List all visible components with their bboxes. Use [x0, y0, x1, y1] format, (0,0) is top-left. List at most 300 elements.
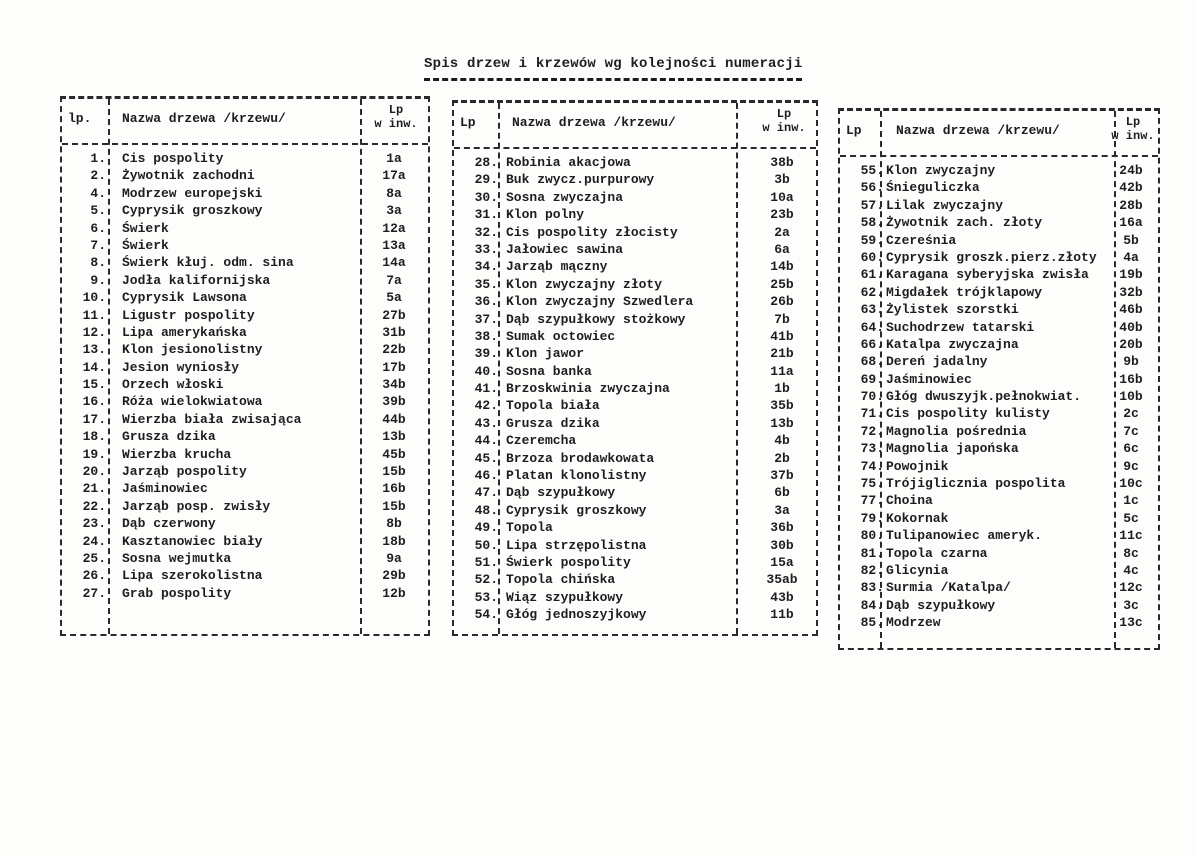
tree-name: Dereń jadalny	[886, 354, 988, 370]
header-name: Nazwa drzewa /krzewu/	[896, 123, 1060, 138]
table-body	[454, 155, 816, 625]
tree-name: Róża wielokwiatowa	[122, 394, 263, 410]
inventory-number: 7c	[1123, 423, 1139, 439]
inventory-number: 3a	[386, 203, 402, 219]
inventory-number: 8b	[386, 516, 402, 532]
inventory-number: 28b	[1119, 197, 1143, 213]
row-number: 42.	[474, 398, 498, 414]
inventory-number: 9c	[1123, 458, 1139, 474]
table-row	[62, 412, 428, 429]
tree-name: Klon jesionolistny	[122, 342, 263, 358]
inventory-number: 12c	[1119, 580, 1143, 596]
inventory-number: 5b	[1123, 232, 1139, 248]
row-number: 64.	[860, 319, 884, 335]
inventory-number: 12a	[382, 220, 406, 236]
header-inventory: Lp w inw.	[374, 103, 418, 131]
inventory-number: 5a	[386, 290, 402, 306]
inventory-number: 15b	[382, 498, 406, 514]
table-row	[454, 485, 816, 502]
tree-name: Jarząb mączny	[506, 259, 608, 275]
tree-name: Dąb szypułkowy	[886, 597, 996, 613]
table-row	[454, 225, 816, 242]
tree-name: Choina	[886, 493, 933, 509]
table-row	[454, 329, 816, 346]
inventory-number: 45b	[382, 446, 406, 462]
tree-name: Katalpa zwyczajna	[886, 336, 1019, 352]
tree-name: Suchodrzew tatarski	[886, 319, 1035, 335]
inventory-number: 3c	[1123, 597, 1139, 613]
inventory-number: 41b	[770, 328, 794, 344]
tree-name: Czeremcha	[506, 433, 577, 449]
table-body	[62, 151, 428, 603]
inventory-number: 35ab	[766, 572, 798, 588]
row-number: 38.	[474, 328, 498, 344]
table-row	[62, 499, 428, 516]
table-row	[454, 242, 816, 259]
inventory-number: 6c	[1123, 441, 1139, 457]
tree-name: Jałowiec sawina	[506, 241, 624, 257]
inventory-number: 4c	[1123, 562, 1139, 578]
tree-name: Robinia akacjowa	[506, 155, 631, 170]
row-number: 14.	[82, 359, 106, 375]
tree-name: Żywotnik zach. złoty	[886, 215, 1043, 231]
row-number: 73.	[860, 441, 884, 457]
table-row	[62, 325, 428, 342]
table-row	[62, 168, 428, 185]
row-number: 11.	[82, 307, 106, 323]
inventory-number: 25b	[770, 276, 794, 292]
row-number: 47.	[474, 485, 498, 501]
table-row	[840, 372, 1158, 389]
row-number: 37.	[474, 311, 498, 327]
tree-name: Jesion wyniosły	[122, 359, 240, 375]
row-number: 54.	[474, 607, 498, 623]
inventory-number: 11b	[770, 607, 794, 623]
row-number: 17.	[82, 411, 106, 427]
tree-name: Topola czarna	[886, 545, 988, 561]
tree-name: Klon zwyczajny	[886, 163, 996, 178]
table-row	[62, 238, 428, 255]
table-header	[840, 111, 1158, 157]
inventory-number: 36b	[770, 520, 794, 536]
inventory-number: 15a	[770, 554, 794, 570]
inventory-number: 18b	[382, 533, 406, 549]
inventory-number: 29b	[382, 568, 406, 584]
tree-name: Brzoskwinia zwyczajna	[506, 381, 670, 397]
row-number: 82.	[860, 562, 884, 578]
table-row	[62, 464, 428, 481]
table-row	[62, 290, 428, 307]
table-row	[454, 207, 816, 224]
inventory-number: 46b	[1119, 302, 1143, 318]
row-number: 32.	[474, 224, 498, 240]
table-row	[840, 354, 1158, 371]
table-row	[62, 481, 428, 498]
inventory-number: 19b	[1119, 267, 1143, 283]
tree-name: Lilak zwyczajny	[886, 197, 1004, 213]
row-number: 33.	[474, 241, 498, 257]
inventory-number: 30b	[770, 537, 794, 553]
table-row	[840, 528, 1158, 545]
table-header	[62, 99, 428, 145]
tree-table-1	[60, 96, 430, 636]
tree-name: Cyprysik Lawsona	[122, 290, 247, 306]
table-row	[840, 180, 1158, 197]
tree-name: Magnolia pośrednia	[886, 423, 1027, 439]
header-lp: Lp	[460, 115, 476, 130]
tree-name: Platan klonolistny	[506, 468, 647, 484]
row-number: 53.	[474, 589, 498, 605]
table-row	[454, 572, 816, 589]
tree-name: Topola biała	[506, 398, 600, 414]
row-number: 48.	[474, 502, 498, 518]
row-number: 80.	[860, 528, 884, 544]
table-row	[840, 198, 1158, 215]
inventory-number: 6a	[774, 241, 790, 257]
inventory-number: 13a	[382, 237, 406, 253]
inventory-number: 9a	[386, 550, 402, 566]
tree-name: Klon zwyczajny złoty	[506, 276, 663, 292]
row-number: 31.	[474, 207, 498, 223]
row-number: 49.	[474, 520, 498, 536]
tree-name: Topola	[506, 520, 553, 536]
tree-name: Jaśminowiec	[886, 371, 972, 387]
row-number: 55.	[860, 163, 884, 178]
table-row	[840, 320, 1158, 337]
inventory-number: 14b	[770, 259, 794, 275]
inventory-number: 10c	[1119, 476, 1143, 492]
row-number: 40.	[474, 363, 498, 379]
row-number: 7.	[90, 237, 106, 253]
tree-name: Glicynia	[886, 562, 949, 578]
tree-name: Jodła kalifornijska	[122, 272, 271, 288]
table-row	[840, 302, 1158, 319]
table-row	[840, 511, 1158, 528]
row-number: 22.	[82, 498, 106, 514]
tree-name: Surmia /Katalpa/	[886, 580, 1011, 596]
row-number: 70.	[860, 389, 884, 405]
inventory-number: 16a	[1119, 215, 1143, 231]
inventory-number: 17b	[382, 359, 406, 375]
table-row	[62, 447, 428, 464]
inventory-number: 13c	[1119, 615, 1143, 631]
row-number: 9.	[90, 272, 106, 288]
tree-name: Orzech włoski	[122, 377, 224, 393]
table-row	[840, 250, 1158, 267]
table-row	[62, 308, 428, 325]
inventory-number: 11c	[1119, 528, 1143, 544]
inventory-number: 16b	[382, 481, 406, 497]
tree-name: Jarząb pospolity	[122, 464, 247, 480]
inventory-number: 17a	[382, 168, 406, 184]
inventory-number: 42b	[1119, 180, 1143, 196]
row-number: 30.	[474, 189, 498, 205]
row-number: 16.	[82, 394, 106, 410]
table-row	[840, 493, 1158, 510]
table-row	[840, 459, 1158, 476]
inventory-number: 34b	[382, 377, 406, 393]
tree-name: Cyprysik groszk.pierz.złoty	[886, 249, 1097, 265]
tree-name: Jaśminowiec	[122, 481, 208, 497]
inventory-number: 4b	[774, 433, 790, 449]
inventory-number: 2a	[774, 224, 790, 240]
row-number: 27.	[82, 585, 106, 601]
row-number: 52.	[474, 572, 498, 588]
tree-name: Głóg jednoszyjkowy	[506, 607, 647, 623]
tree-table-2	[452, 100, 818, 636]
tree-name: Cis pospolity kulisty	[886, 406, 1050, 422]
tree-name: Czereśnia	[886, 232, 957, 248]
row-number: 71.	[860, 406, 884, 422]
row-number: 79.	[860, 510, 884, 526]
table-row	[454, 538, 816, 555]
tree-name: Magnolia japońska	[886, 441, 1019, 457]
tree-name: Jarząb posp. zwisły	[122, 498, 271, 514]
row-number: 18.	[82, 429, 106, 445]
inventory-number: 10b	[1119, 389, 1143, 405]
inventory-number: 4a	[1123, 249, 1139, 265]
inventory-number: 9b	[1123, 354, 1139, 370]
header-lp: Lp	[846, 123, 862, 138]
table-row	[454, 172, 816, 189]
inventory-number: 5c	[1123, 510, 1139, 526]
row-number: 15.	[82, 377, 106, 393]
table-row	[840, 598, 1158, 615]
header-name: Nazwa drzewa /krzewu/	[512, 115, 676, 130]
inventory-number: 37b	[770, 468, 794, 484]
tree-name: Świerk	[122, 220, 169, 236]
tree-name: Sosna wejmutka	[122, 550, 232, 566]
inventory-number: 6b	[774, 485, 790, 501]
tree-name: Klon jawor	[506, 346, 585, 362]
row-number: 4.	[90, 185, 106, 201]
row-number: 36.	[474, 294, 498, 310]
table-row	[454, 190, 816, 207]
table-row	[62, 360, 428, 377]
inventory-number: 1a	[386, 151, 402, 166]
table-row	[840, 337, 1158, 354]
tree-name: Migdałek trójklapowy	[886, 284, 1043, 300]
tree-name: Dąb szypułkowy	[506, 485, 616, 501]
tree-name: Klon polny	[506, 207, 585, 223]
row-number: 20.	[82, 464, 106, 480]
inventory-number: 40b	[1119, 319, 1143, 335]
tree-name: Kokornak	[886, 510, 949, 526]
row-number: 75.	[860, 476, 884, 492]
header-name: Nazwa drzewa /krzewu/	[122, 111, 286, 126]
table-row	[454, 294, 816, 311]
table-row	[454, 398, 816, 415]
inventory-number: 35b	[770, 398, 794, 414]
row-number: 68.	[860, 354, 884, 370]
row-number: 58.	[860, 215, 884, 231]
row-number: 19.	[82, 446, 106, 462]
tree-name: Żywotnik zachodni	[122, 168, 255, 184]
tree-name: Buk zwycz.purpurowy	[506, 172, 655, 188]
table-row	[454, 555, 816, 572]
table-row	[840, 615, 1158, 632]
tree-name: Śnieguliczka	[886, 180, 980, 196]
table-header	[454, 103, 816, 149]
row-number: 25.	[82, 550, 106, 566]
tree-name: Topola chińska	[506, 572, 616, 588]
inventory-number: 3b	[774, 172, 790, 188]
tree-name: Dąb szypułkowy stożkowy	[506, 311, 686, 327]
inventory-number: 1c	[1123, 493, 1139, 509]
tree-name: Klon zwyczajny Szwedlera	[506, 294, 694, 310]
inventory-number: 7b	[774, 311, 790, 327]
document-title: Spis drzew i krzewów wg kolejności numeracji	[424, 56, 802, 81]
tree-name: Świerk	[122, 237, 169, 253]
table-row	[840, 424, 1158, 441]
header-lp: lp.	[68, 111, 92, 126]
table-row	[840, 233, 1158, 250]
row-number: 2.	[90, 168, 106, 184]
tree-name: Wiąz szypułkowy	[506, 589, 624, 605]
inventory-number: 21b	[770, 346, 794, 362]
inventory-number: 12b	[382, 585, 406, 601]
table-row	[840, 580, 1158, 597]
row-number: 24.	[82, 533, 106, 549]
inventory-number: 39b	[382, 394, 406, 410]
table-row	[840, 563, 1158, 580]
row-number: 44.	[474, 433, 498, 449]
tree-name: Tulipanowiec ameryk.	[886, 528, 1043, 544]
row-number: 62.	[860, 284, 884, 300]
table-row	[454, 416, 816, 433]
row-number: 63.	[860, 302, 884, 318]
tree-name: Wierzba krucha	[122, 446, 232, 462]
inventory-number: 13b	[770, 415, 794, 431]
row-number: 26.	[82, 568, 106, 584]
inventory-number: 24b	[1119, 163, 1143, 178]
tree-name: Cyprysik groszkowy	[506, 502, 647, 518]
table-row	[840, 441, 1158, 458]
table-row	[454, 259, 816, 276]
table-row	[454, 503, 816, 520]
tree-name: Głóg dwuszyjk.pełnokwiat.	[886, 389, 1082, 405]
table-body	[840, 163, 1158, 633]
header-inventory: Lp w inw.	[762, 107, 806, 135]
row-number: 50.	[474, 537, 498, 553]
table-row	[454, 277, 816, 294]
tree-name: Modrzew	[886, 615, 941, 631]
table-row	[840, 406, 1158, 423]
row-number: 13.	[82, 342, 106, 358]
tree-name: Grusza dzika	[506, 415, 600, 431]
row-number: 60.	[860, 249, 884, 265]
table-row	[840, 546, 1158, 563]
table-row	[62, 221, 428, 238]
row-number: 84.	[860, 597, 884, 613]
inventory-number: 26b	[770, 294, 794, 310]
inventory-number: 20b	[1119, 336, 1143, 352]
inventory-number: 10a	[770, 189, 794, 205]
row-number: 1.	[90, 151, 106, 166]
tree-name: Żylistek szorstki	[886, 302, 1019, 318]
table-row	[840, 215, 1158, 232]
row-number: 57.	[860, 197, 884, 213]
row-number: 81.	[860, 545, 884, 561]
inventory-number: 3a	[774, 502, 790, 518]
tree-name: Trójiglicznia pospolita	[886, 476, 1066, 492]
inventory-number: 32b	[1119, 284, 1143, 300]
tree-name: Modrzew europejski	[122, 185, 263, 201]
tree-name: Sumak octowiec	[506, 328, 616, 344]
row-number: 29.	[474, 172, 498, 188]
row-number: 10.	[82, 290, 106, 306]
row-number: 8.	[90, 255, 106, 271]
table-row	[454, 520, 816, 537]
table-row	[62, 534, 428, 551]
row-number: 51.	[474, 554, 498, 570]
row-number: 12.	[82, 324, 106, 340]
tree-name: Grusza dzika	[122, 429, 216, 445]
table-row	[840, 285, 1158, 302]
inventory-number: 13b	[382, 429, 406, 445]
row-number: 41.	[474, 381, 498, 397]
row-number: 6.	[90, 220, 106, 236]
inventory-number: 22b	[382, 342, 406, 358]
tree-name: Brzoza brodawkowata	[506, 450, 655, 466]
inventory-number: 2c	[1123, 406, 1139, 422]
table-row	[62, 568, 428, 585]
row-number: 5.	[90, 203, 106, 219]
table-row	[62, 516, 428, 533]
table-row	[840, 163, 1158, 180]
table-row	[454, 381, 816, 398]
table-row	[62, 151, 428, 168]
inventory-number: 11a	[770, 363, 794, 379]
tree-name: Dąb czerwony	[122, 516, 216, 532]
row-number: 59.	[860, 232, 884, 248]
table-row	[62, 186, 428, 203]
header-inventory: Lp w inw.	[1111, 115, 1155, 143]
inventory-number: 16b	[1119, 371, 1143, 387]
inventory-number: 38b	[770, 155, 794, 170]
row-number: 56.	[860, 180, 884, 196]
row-number: 74.	[860, 458, 884, 474]
table-row	[840, 267, 1158, 284]
tree-name: Ligustr pospolity	[122, 307, 255, 323]
row-number: 77.	[860, 493, 884, 509]
table-row	[840, 476, 1158, 493]
tree-name: Grab pospolity	[122, 585, 232, 601]
row-number: 35.	[474, 276, 498, 292]
tree-name: Lipa amerykańska	[122, 324, 247, 340]
row-number: 72.	[860, 423, 884, 439]
row-number: 83.	[860, 580, 884, 596]
row-number: 43.	[474, 415, 498, 431]
table-row	[62, 377, 428, 394]
tree-name: Karagana syberyjska zwisła	[886, 267, 1089, 283]
table-row	[454, 590, 816, 607]
table-row	[62, 255, 428, 272]
row-number: 46.	[474, 468, 498, 484]
tree-name: Kasztanowiec biały	[122, 533, 263, 549]
table-row	[62, 394, 428, 411]
inventory-number: 7a	[386, 272, 402, 288]
row-number: 23.	[82, 516, 106, 532]
row-number: 28.	[474, 155, 498, 170]
table-row	[62, 273, 428, 290]
tree-name: Powojnik	[886, 458, 949, 474]
inventory-number: 31b	[382, 324, 406, 340]
table-row	[454, 607, 816, 624]
tree-name: Świerk pospolity	[506, 554, 631, 570]
row-number: 85.	[860, 615, 884, 631]
table-row	[454, 346, 816, 363]
